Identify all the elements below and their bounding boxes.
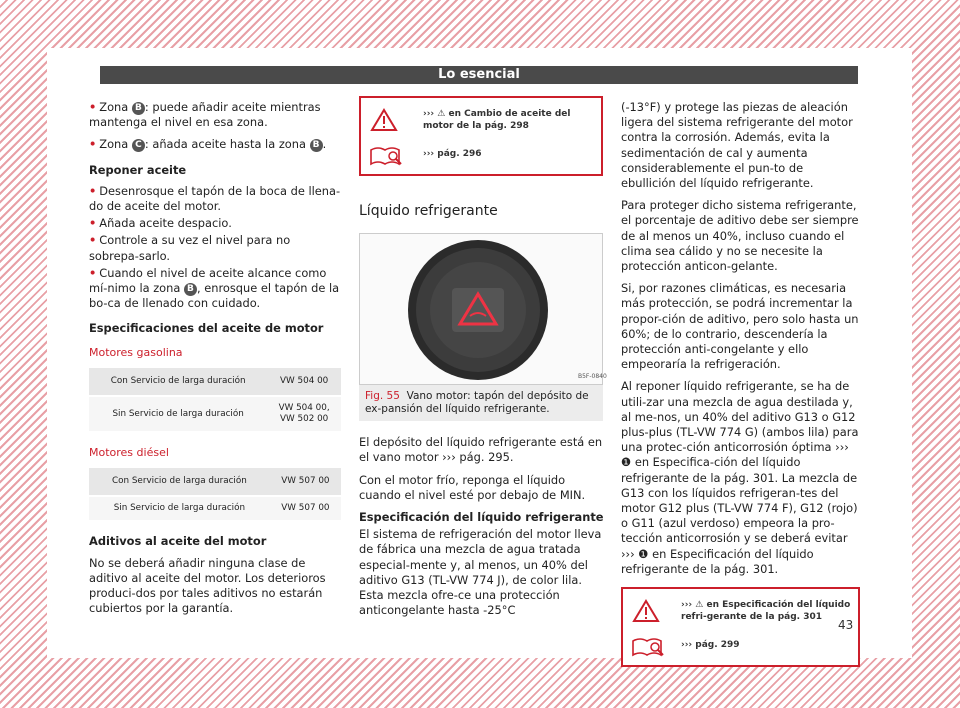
reponer-heading: Reponer aceite	[89, 162, 187, 177]
coolant-cap-illustration	[360, 234, 607, 384]
paragraph: Para proteger dicho sistema refrigerante, el porcentaje de aditivo debe ser siempre de al menos un 40%, incluso cuando el clima sea cálido y no se necesite la protección anticon-gelante.	[621, 198, 859, 274]
table-cell: VW 504 00	[267, 368, 341, 396]
table-cell: Sin Servicio de larga duración	[89, 396, 267, 431]
warning-triangle-icon	[633, 599, 659, 623]
zone-b-marker: B	[310, 139, 323, 152]
paragraph: El sistema de refrigeración del motor lleva de fábrica una mezcla de agua tratada especial-mente y, al menos, un 40% del aditivo G13 (TL-VW 774 J), de color lila. Esta mezcla ofre-ce una protección anticongelante hasta -25°C	[359, 527, 602, 618]
reponer-bullet: • Añada aceite despacio.	[89, 216, 232, 231]
table-cell: Sin Servicio de larga duración	[89, 496, 270, 520]
figure-caption: Fig. 55 Vano motor: tapón del depósito de ex-pansión del líquido refrigerante.	[359, 385, 603, 421]
aditivos-text: No se deberá añadir ninguna clase de aditivo al aceite del motor. Los deterioros produci-dos por tales aditivos no estarán cubiertos por la garantía.	[89, 555, 326, 616]
warning-triangle-icon	[371, 108, 397, 132]
table-cell: VW 507 00	[270, 496, 341, 520]
table-cell: Con Servicio de larga duración	[89, 368, 267, 396]
diesel-label: Motores diésel	[89, 446, 169, 460]
box-line-1[interactable]: ››› ⚠ en Cambio de aceite del motor de la pág. 298	[423, 109, 571, 131]
box-line-2[interactable]: ››› pág. 299	[681, 640, 740, 651]
zone-b-marker: B	[132, 102, 145, 115]
box-line-2[interactable]: ››› pág. 296	[423, 149, 482, 159]
book-reference-icon	[631, 635, 665, 659]
book-reference-icon	[369, 144, 403, 168]
paragraph: Si, por razones climáticas, es necesaria más protección, se podrá incrementar la propor-ción de aditivo, pero solo hasta un 60%; de lo contrario, descendería la protección anti-congelante y ello empeoraría la refrigeración.	[621, 281, 859, 372]
column-3	[621, 100, 860, 667]
gasolina-label: Motores gasolina	[89, 345, 183, 359]
section-title: Líquido refrigerante	[359, 203, 498, 219]
aditivos-heading: Aditivos al aceite del motor	[89, 534, 267, 549]
table-cell: Con Servicio de larga duración	[89, 468, 270, 496]
page-header: Lo esencial	[100, 66, 858, 84]
coolant-cap-photo	[359, 233, 607, 385]
bullet-zona-b: • Zona B : puede añadir aceite mientras mantenga el nivel en esa zona.	[89, 100, 321, 130]
paragraph: Con el motor frío, reponga el líquido cuando el nivel esté por debajo de MIN.	[359, 472, 586, 502]
photo-code: B5F-0840	[578, 373, 607, 381]
reponer-bullet: • Controle a su vez el nivel para no sobrepa-sarlo.	[89, 233, 291, 263]
table-cell: VW 504 00, VW 502 00	[267, 396, 341, 431]
spec-heading: Especificación del líquido refrigerante	[359, 510, 604, 525]
reponer-bullet: • Cuando el nivel de aceite alcance como mí-nimo la zona B , enrosque el tapón de la bo-ca de llenado con cuidado.	[89, 265, 340, 311]
column-1	[89, 100, 343, 623]
bullet-zona-c: • Zona C : añada aceite hasta la zona B .	[89, 137, 327, 152]
table-row	[89, 368, 341, 396]
warning-reference-box	[359, 96, 603, 176]
diesel-table	[89, 468, 341, 520]
paragraph: El depósito del líquido refrigerante está en el vano motor ››› pág. 295.	[359, 435, 603, 465]
reponer-bullet: • Desenrosque el tapón de la boca de llena-do de aceite del motor.	[89, 183, 341, 214]
table-row	[89, 396, 341, 431]
spec-heading: Especificaciones del aceite de motor	[89, 321, 324, 336]
paragraph: (-13°F) y protege las piezas de aleación ligera del sistema refrigerante del motor contra la corrosión. Además, evita la sedimentación de cal y aumenta considerablemente el pun-to de ebullición del líquido refrigerante.	[621, 100, 853, 191]
table-cell: VW 507 00	[270, 468, 341, 496]
table-row	[89, 468, 341, 496]
zone-c-marker: C	[132, 139, 145, 152]
table-row	[89, 496, 341, 520]
page-number: 43	[838, 618, 854, 632]
paragraph: Al reponer líquido refrigerante, se ha de utili-zar una mezcla de agua destilada y, al me-nos, un 40% del aditivo G13 o G12 plus-plus (TL-VW 774 G) (ambos lila) para una protec-ción anticorrosión óptima ››› ❶ en Especifica-ción del líquido refrigerante de la pág. 301. La mezcla de G13 con los líquidos refrigeran-tes del motor G12 plus (TL-VW 774 F), G12 (rojo) o G11 (azul verdoso) empeora la pro-tección anticorrosión y se deberá evitar ››› ❶ en Especificación del líquido refrigerante de la pág. 301.	[621, 379, 859, 576]
column-2	[359, 96, 605, 625]
zone-b-marker: B	[184, 283, 197, 296]
gasolina-table	[89, 368, 341, 431]
warning-reference-box	[621, 587, 860, 667]
box-line-1[interactable]: ››› ⚠ en Especificación del líquido refri-gerante de la pág. 301	[681, 600, 851, 623]
